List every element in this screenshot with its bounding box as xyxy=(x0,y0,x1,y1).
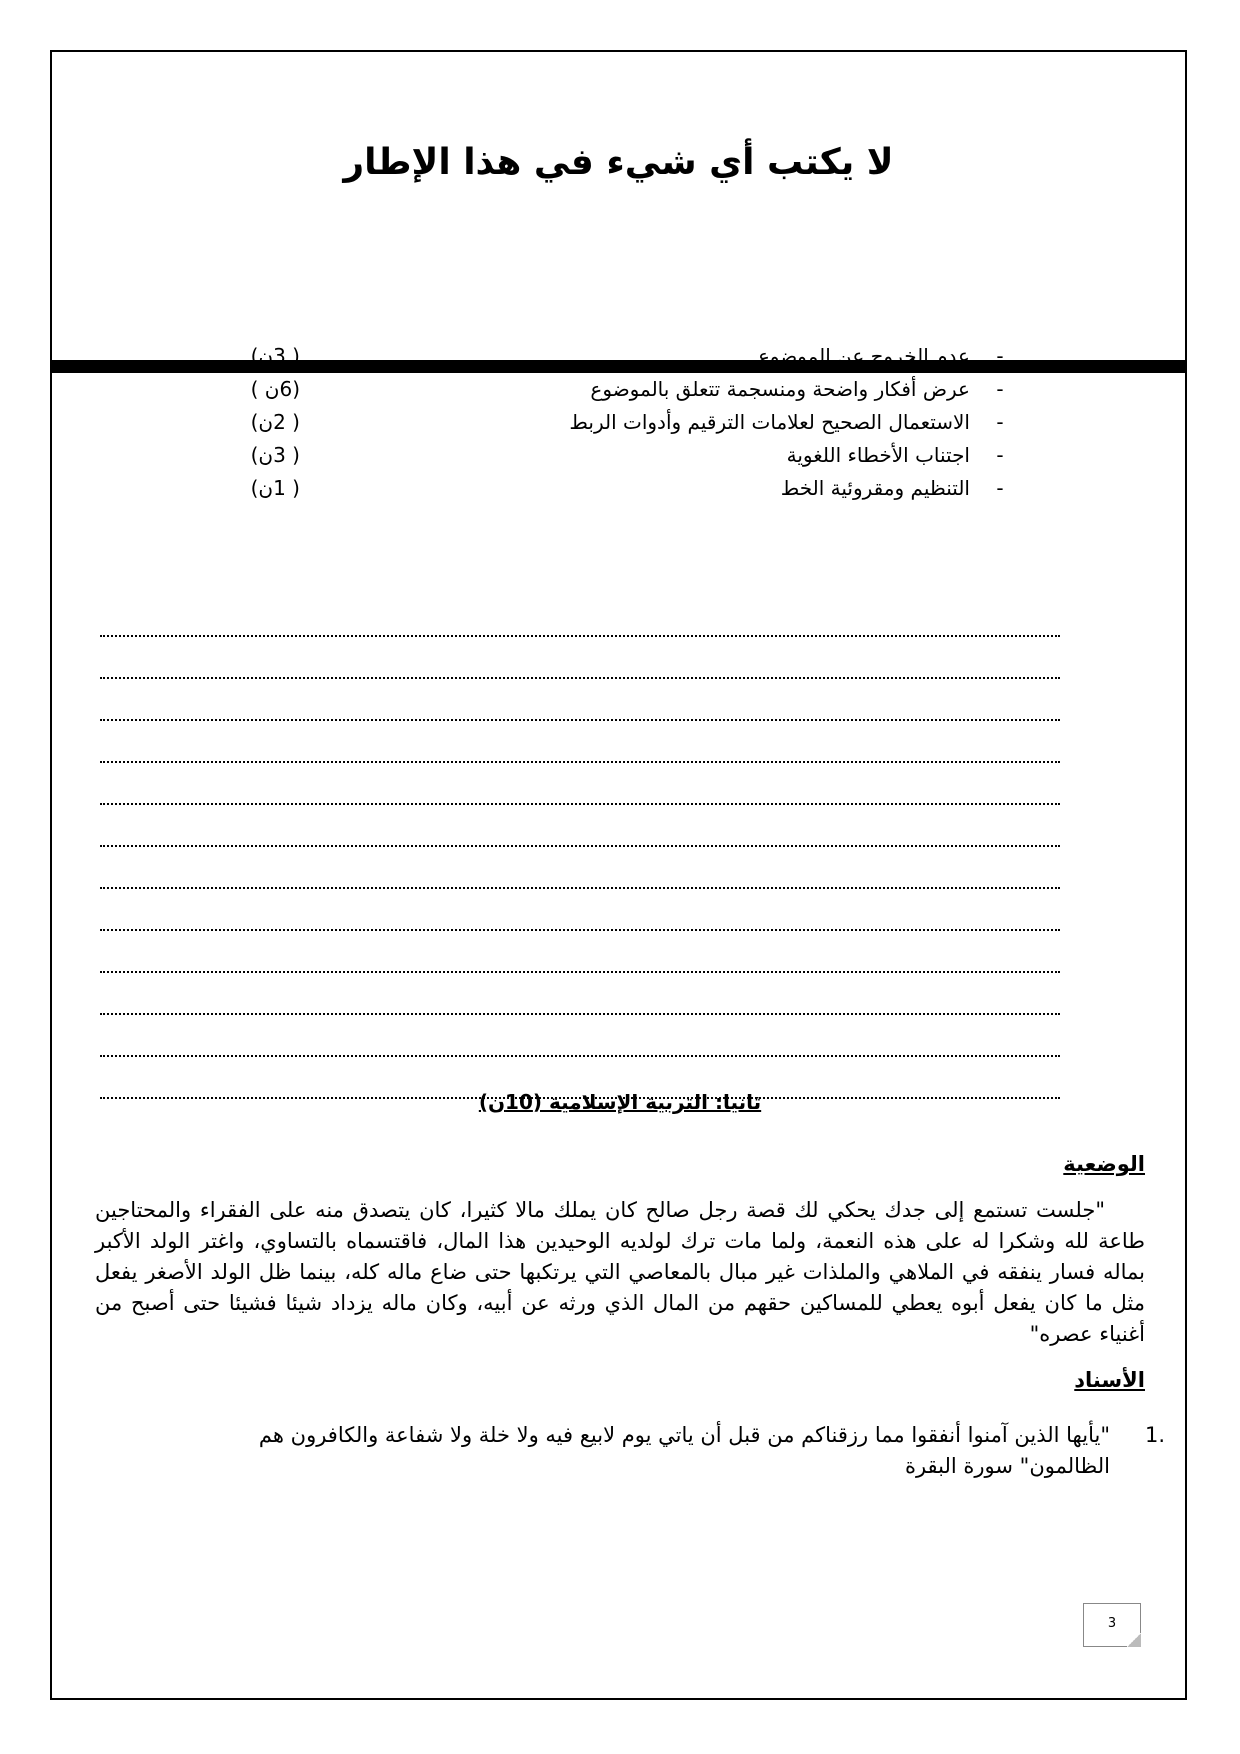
writing-line[interactable] xyxy=(100,679,1060,721)
writing-line[interactable] xyxy=(100,763,1060,805)
criterion-label: عدم الخروج عن الموضوع xyxy=(757,344,970,368)
criterion-label: اجتناب الأخطاء اللغوية xyxy=(786,443,970,467)
criterion-label: التنظيم ومقروئية الخط xyxy=(780,476,970,500)
situation-heading: الوضعية xyxy=(1063,1152,1145,1176)
grading-criteria-list xyxy=(140,340,1010,505)
criterion-score: ( 3ن) xyxy=(250,443,300,467)
support-text: "يأيها الذين آمنوا أنفقوا مما رزقناكم من قبل أن ياتي يوم لابيع فيه ولا خلة ولا شفاعة والكافرون هم الظالمون" سورة البقرة xyxy=(258,1423,1110,1478)
list-dash: - xyxy=(996,344,1004,368)
writing-line[interactable] xyxy=(100,1015,1060,1057)
writing-line[interactable] xyxy=(100,637,1060,679)
writing-lines xyxy=(100,595,1060,1099)
criterion-label: الاستعمال الصحيح لعلامات الترقيم وأدوات الربط xyxy=(569,410,970,434)
criterion-row xyxy=(140,340,1010,373)
supports-heading: الأسناد xyxy=(1074,1368,1145,1392)
writing-line[interactable] xyxy=(100,805,1060,847)
page-fold-icon xyxy=(1127,1633,1141,1647)
page-number: 3 xyxy=(1107,1616,1117,1631)
writing-line[interactable] xyxy=(100,721,1060,763)
criterion-row xyxy=(140,439,1010,472)
support-number: 1. xyxy=(1144,1423,1165,1447)
writing-line[interactable] xyxy=(100,889,1060,931)
criterion-label: عرض أفكار واضحة ومنسجمة تتعلق بالموضوع xyxy=(590,377,970,401)
list-dash: - xyxy=(996,443,1004,467)
list-dash: - xyxy=(996,410,1004,434)
situation-text xyxy=(95,1195,1145,1350)
page-number-box xyxy=(1083,1603,1141,1647)
criterion-score: ( 3ن) xyxy=(250,344,300,368)
criterion-score: ( 1ن) xyxy=(250,476,300,500)
reserved-header-box xyxy=(52,52,1185,362)
criterion-score: ( 2ن) xyxy=(250,410,300,434)
list-dash: - xyxy=(996,377,1004,401)
writing-line[interactable] xyxy=(100,847,1060,889)
support-item xyxy=(180,1420,1165,1482)
writing-line[interactable] xyxy=(100,931,1060,973)
criterion-row xyxy=(140,373,1010,406)
writing-line[interactable] xyxy=(100,973,1060,1015)
writing-line[interactable] xyxy=(100,595,1060,637)
situation-paragraph: "جلست تستمع إلى جدك يحكي لك قصة رجل صالح كان يملك مالا كثيرا، كان يتصدق منه على الفقراء والمحتاجين طاعة لله وشكرا له على هذه النعمة، ولما مات ترك لولديه الوحيدين هذا المال، فاقتسماه بالتساوي، واغتر الولد الأكبر بماله فسار ينفقه في الملاهي والملذات غير مبال بالمعاصي التي يرتكبها حتى ضاع ماله كله، بينما ظل الولد الأصغر يفعل مثل ما كان يفعل أبوه يعطي للمساكين حقهم من المال الذي ورثه عن أبيه، وكان ماله يزداد شيئا فشيئا حتى أصبح من أغنياء عصره" xyxy=(95,1198,1145,1346)
section-title: ثانيا: التربية الإسلامية (10ن) xyxy=(478,1090,762,1114)
criterion-score: (6ن ) xyxy=(250,377,300,401)
criterion-row xyxy=(140,406,1010,439)
list-dash: - xyxy=(996,476,1004,500)
criterion-row xyxy=(140,472,1010,505)
header-title: لا يكتب أي شيء في هذا الإطار xyxy=(343,142,894,183)
